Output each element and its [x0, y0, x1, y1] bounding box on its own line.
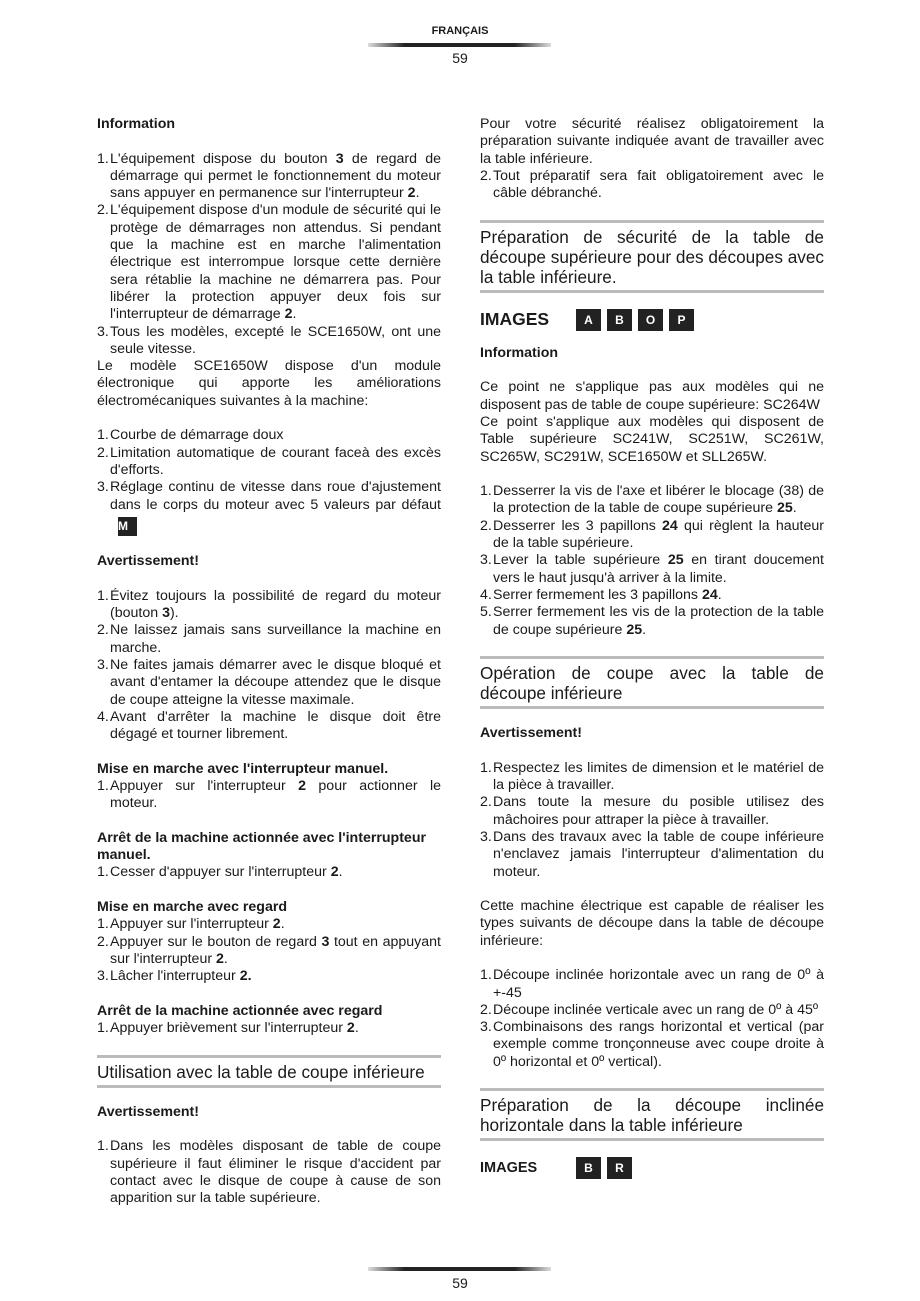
subheading: Avertissement! — [480, 725, 582, 742]
language-header: FRANÇAIS — [431, 25, 489, 37]
list-item — [97, 968, 441, 985]
subheading: Mise en marche avec l'interrupteur manuel. — [97, 760, 389, 777]
section-title: Préparation de sécurité de la table de découpe supérieure pour des découpes avec la table inférieure. — [480, 220, 824, 293]
item-text — [110, 934, 441, 969]
section-title: Opération de coupe avec la table de découpe inférieure — [480, 656, 824, 709]
list-item — [97, 151, 441, 203]
text-run: . — [292, 306, 297, 323]
footer-divider — [368, 1267, 551, 1271]
text-run: . — [415, 185, 420, 202]
list-item — [97, 445, 441, 480]
item-number: 2. — [480, 517, 492, 534]
item-text — [110, 968, 441, 985]
item-number: 1. — [97, 150, 109, 167]
text-run: Appuyer brièvement sur l'interrupteur — [110, 1020, 347, 1037]
item-text — [110, 709, 441, 744]
item-number: 1. — [97, 777, 109, 794]
list-item — [97, 934, 441, 969]
image-badge-b: B — [607, 309, 632, 331]
item-text — [110, 778, 441, 813]
text-run: Serrer fermement les vis de la protection de la table de coupe supérieure — [493, 604, 824, 638]
item-text — [493, 518, 824, 553]
item-text — [110, 1138, 441, 1207]
text-run: Découpe inclinée verticale avec un rang de 0º à 45º — [493, 1001, 819, 1018]
list-item — [480, 967, 824, 1002]
paragraph: Ce point ne s'applique pas aux modèles qui ne disposent pas de table de coupe supérieure: SC264W — [480, 379, 824, 413]
list-item — [97, 916, 441, 933]
subheading: Arrêt de la machine actionnée avec regard — [97, 1002, 383, 1019]
item-text — [493, 1002, 824, 1019]
text-run: en tirant doucement vers le haut jusqu'à arriver à la limite. — [493, 552, 824, 586]
bold-reference: 2 — [407, 185, 416, 202]
numbered-list — [480, 483, 824, 639]
item-text — [493, 1019, 824, 1071]
item-number: 1. — [97, 916, 109, 933]
left-column — [97, 116, 441, 1225]
item-text — [110, 445, 441, 480]
text-run: pour actionner le moteur. — [110, 777, 441, 812]
text-run: Cesser d'appuyer sur l'interrupteur — [110, 864, 331, 881]
image-badge-r: R — [607, 1157, 632, 1179]
paragraph: Ce point s'applique aux modèles qui disposent de Table supérieure SC241W, SC251W, SC261W, SC265W, SC291W, SCE1650W et SLL265W. — [480, 413, 824, 465]
item-text — [110, 324, 441, 359]
list-item — [480, 587, 824, 604]
paragraph: Pour votre sécurité réalisez obligatoirement la préparation suivante indiquée avant de travailler avec la table inférieure. — [480, 116, 824, 167]
text-run: tout en appuyant sur l'interrupteur — [110, 933, 441, 967]
bold-reference: 25 — [776, 500, 793, 517]
bold-reference: 3 — [162, 605, 170, 622]
text-run: L'équipement dispose d'un module de sécurité qui le protège de démarrages non attendus. Si pendant que la machine est en marche l'alimentation électrique est interrompue lorsque cette dernière sera rétablie la machine ne démarrera pas. Pour libérer la protection appuyer deux fois sur l'interrupteur de démarrage — [110, 202, 441, 323]
images-label: IMAGES — [480, 309, 550, 330]
bold-reference: 2. — [239, 968, 252, 985]
item-number: 3. — [97, 479, 109, 496]
text-run: Appuyer sur l'interrupteur — [110, 916, 273, 933]
item-number: 2. — [97, 202, 109, 219]
item-number: 2. — [480, 794, 492, 811]
item-number: 2. — [480, 167, 492, 184]
item-number: 1. — [97, 864, 109, 881]
text-run: . — [280, 916, 285, 933]
item-text — [110, 622, 441, 657]
text-run: Tous les modèles, excepté le SCE1650W, ont une seule vitesse. — [110, 323, 441, 357]
bold-reference: 25 — [626, 621, 643, 638]
item-number: 2. — [97, 444, 109, 461]
list-item — [480, 518, 824, 553]
list-item — [97, 324, 441, 359]
item-text — [110, 202, 441, 323]
text-run: . — [223, 950, 228, 967]
item-number: 1. — [97, 1138, 109, 1155]
bold-reference: 2 — [330, 864, 339, 881]
numbered-list — [97, 1020, 441, 1037]
text-run: . — [717, 586, 722, 603]
item-number: 3. — [97, 323, 109, 340]
list-item — [97, 588, 441, 623]
text-run: Dans les modèles disposant de table de coupe supérieure il faut éliminer le risque d'accident par contact avec le disque de coupe à cause de son apparition sur la table supérieure. — [110, 1138, 441, 1207]
text-run: Ne laissez jamais sans surveillance la machine en marche. — [110, 622, 441, 656]
text-run: de regard de démarrage qui permet le fonctionnement du moteur sans appuyer en permanence sur l'interrupteur — [110, 150, 441, 202]
item-text — [493, 552, 824, 587]
text-run: Ne faites jamais démarrer avec le disque bloqué et avant d'entamer la découpe attendez que le disque de coupe atteigne la vitesse maximale. — [110, 656, 441, 708]
image-badge-o: O — [638, 309, 663, 331]
list-item — [97, 427, 441, 444]
text-run: Dans des travaux avec la table de coupe inférieure n'enclavez jamais l'interrupteur d'alimentation du moteur. — [493, 828, 824, 880]
bold-reference: 2 — [298, 777, 307, 794]
item-number: 5. — [480, 604, 492, 621]
list-item — [480, 829, 824, 881]
list-item — [97, 622, 441, 657]
list-item — [480, 760, 824, 795]
bold-reference: 2 — [216, 950, 224, 967]
text-run: Combinaisons des rangs horizontal et vertical (par exemple comme tronçonneuse avec coupe droite à 0º horizontal et 0º vertical). — [493, 1019, 824, 1070]
text-run: . — [642, 621, 647, 638]
list-item — [480, 794, 824, 829]
item-number: 1. — [480, 759, 492, 776]
list-item — [480, 483, 824, 518]
right-column — [480, 116, 824, 1193]
item-text — [110, 916, 441, 933]
text-run: Dans toute la mesure du posible utilisez des mâchoires pour attraper la pièce à travailler. — [493, 794, 824, 828]
item-number: 3. — [480, 828, 492, 845]
bold-reference: 3 — [335, 150, 344, 167]
item-number: 3. — [97, 656, 109, 673]
images-label: IMAGES — [480, 1159, 538, 1176]
item-text — [110, 864, 441, 881]
list-item — [97, 778, 441, 813]
page-number-bottom: 59 — [452, 1275, 468, 1291]
image-badge-b: B — [576, 1157, 601, 1179]
text-run: Desserrer la vis de l'axe et libérer le blocage (38) de la protection de la table de coupe supérieure — [493, 483, 824, 517]
bold-reference: 3 — [321, 933, 330, 950]
numbered-list — [480, 967, 824, 1071]
bold-reference: 24 — [701, 586, 718, 603]
item-text — [110, 427, 441, 444]
list-item — [480, 1019, 824, 1071]
text-run: Lâcher l'interrupteur — [110, 968, 240, 985]
section-title: Utilisation avec la table de coupe inférieure — [97, 1055, 441, 1088]
image-badge-a: A — [576, 309, 601, 331]
text-run: Évitez toujours la possibilité de regard du moteur (bouton — [110, 587, 441, 622]
text-run: Limitation automatique de courant faceà des excès d'efforts. — [110, 444, 441, 478]
text-run: Appuyer sur l'interrupteur — [110, 777, 299, 794]
header-divider — [368, 43, 551, 47]
image-badge-p: P — [669, 309, 694, 331]
subheading: Arrêt de la machine actionnée avec l'interrupteur manuel. — [97, 829, 427, 864]
images-reference — [480, 1157, 824, 1179]
item-number: 1. — [97, 427, 109, 444]
item-number: 3. — [480, 552, 492, 569]
list-item — [97, 202, 441, 323]
item-text — [493, 829, 824, 881]
text-run: Découpe inclinée horizontale avec un rang de 0º à +-45 — [493, 967, 824, 1001]
item-number: 2. — [97, 622, 109, 639]
item-number: 1. — [97, 1020, 109, 1037]
item-text — [493, 760, 824, 795]
item-number: 2. — [97, 933, 109, 950]
numbered-list — [97, 1138, 441, 1207]
item-text — [493, 604, 824, 639]
item-text — [493, 967, 824, 1002]
item-number: 3. — [97, 968, 109, 985]
numbered-list — [480, 760, 824, 881]
item-number: 1. — [480, 967, 492, 984]
item-number: 3. — [480, 1019, 492, 1036]
numbered-list — [97, 588, 441, 744]
text-run: . — [354, 1020, 359, 1037]
subheading: Avertissement! — [97, 553, 199, 570]
list-item — [97, 864, 441, 881]
list-item — [480, 552, 824, 587]
numbered-list — [480, 168, 824, 203]
text-run: Tout préparatif sera fait obligatoirement avec le câble débranché. — [493, 167, 824, 202]
bold-reference: 2 — [272, 916, 281, 933]
item-text — [110, 479, 441, 536]
numbered-list — [97, 151, 441, 359]
text-run: ). — [169, 605, 179, 622]
paragraph: Le modèle SCE1650W dispose d'un module électronique qui apporte les améliorations électromécaniques suivantes à la machine: — [97, 358, 441, 409]
item-text — [110, 588, 441, 623]
text-run: . — [792, 500, 797, 517]
item-number: 1. — [480, 483, 492, 500]
item-text — [493, 587, 824, 604]
section-title: Préparation de la découpe inclinée horizontale dans la table inférieure — [480, 1088, 824, 1141]
text-run: Respectez les limites de dimension et le matériel de la pièce à travailler. — [493, 759, 824, 794]
bold-reference: 25 — [667, 552, 684, 569]
text-run: . — [338, 864, 343, 881]
item-text — [493, 168, 824, 203]
image-ref-badge: M — [118, 517, 137, 536]
images-reference — [480, 309, 824, 331]
bold-reference: 2 — [284, 306, 293, 323]
item-number: 4. — [480, 586, 492, 603]
list-item — [97, 1020, 441, 1037]
list-item — [97, 709, 441, 744]
item-text — [110, 151, 441, 203]
text-run: Réglage continu de vitesse dans roue d'ajustement dans le corps du moteur avec 5 valeurs par défaut — [110, 479, 441, 513]
text-run: Serrer fermement les 3 papillons — [493, 586, 702, 603]
item-text — [110, 1020, 441, 1037]
text-run: Courbe de démarrage doux — [110, 427, 284, 444]
list-item — [480, 168, 824, 203]
item-number: 1. — [97, 587, 109, 604]
subheading: Information — [97, 116, 176, 132]
list-item — [97, 1138, 441, 1207]
text-run: Lever la table supérieure — [493, 552, 668, 569]
item-text — [493, 794, 824, 829]
subheading: Avertissement! — [97, 1103, 199, 1120]
text-run: qui règlent la hauteur de la table supérieure. — [493, 517, 824, 552]
bold-reference: 24 — [662, 517, 678, 534]
numbered-list — [97, 916, 441, 985]
list-item — [97, 479, 441, 536]
paragraph: Cette machine électrique est capable de réaliser les types suivants de découpe dans la table de découpe inférieure: — [480, 898, 824, 949]
text-run: Appuyer sur le bouton de regard — [110, 933, 322, 950]
text-run: Avant d'arrêter la machine le disque doit être dégagé et tourner librement. — [110, 708, 441, 743]
numbered-list — [97, 778, 441, 813]
text-run: L'équipement dispose du bouton — [110, 150, 336, 167]
list-item — [480, 1002, 824, 1019]
item-number: 2. — [480, 1001, 492, 1018]
subheading: Mise en marche avec regard — [97, 899, 288, 916]
subheading: Information — [480, 344, 559, 361]
text-run: Desserrer les 3 papillons — [493, 517, 663, 534]
page-number-top: 59 — [452, 50, 468, 66]
list-item — [97, 657, 441, 709]
item-text — [110, 657, 441, 709]
item-number: 4. — [97, 708, 109, 725]
list-item — [480, 604, 824, 639]
numbered-list — [97, 427, 441, 535]
bold-reference: 2 — [346, 1020, 355, 1037]
numbered-list — [97, 864, 441, 881]
item-text — [493, 483, 824, 518]
